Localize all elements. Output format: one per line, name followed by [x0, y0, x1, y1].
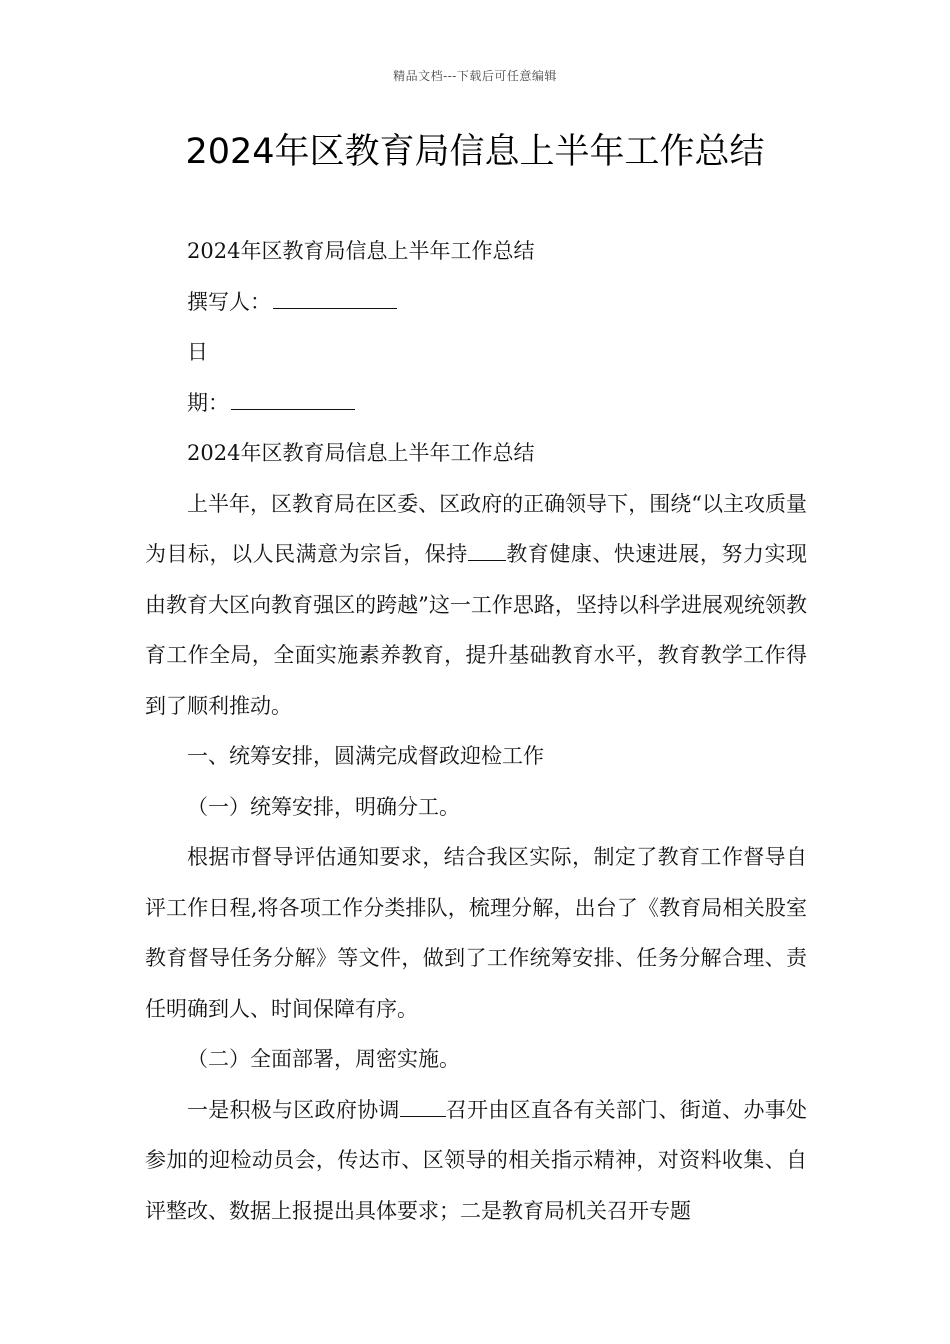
- paragraph-3: [145, 1085, 807, 1237]
- date-blank: [231, 390, 355, 410]
- date-label: 期：: [187, 390, 229, 415]
- blank-underline-2: [400, 1097, 446, 1117]
- paragraph-intro-part-2: 教育健康、快速进展，努力实现由教育大区向教育强区的跨越”这一工作思路，坚持以科学进展观统领教育工作全局，全面实施素养教育，提升基础教育水平，教育教学工作得到了顺利推动。: [145, 542, 808, 718]
- paragraph-intro-part-1: 上半年，区教育局在区委、区政府的正确领导下，围绕“以主攻质量为目标，以人民满意为宗旨，保持: [145, 491, 807, 566]
- subtitle: 2024年区教育局信息上半年工作总结: [187, 239, 535, 263]
- document-title: 2024年区教育局信息上半年工作总结: [185, 132, 765, 172]
- paragraph-3-part-1: 一是积极与区政府协调: [187, 1097, 400, 1122]
- repeat-title: 2024年区教育局信息上半年工作总结: [187, 441, 535, 465]
- paragraph-2: 根据市督导评估通知要求，结合我区实际，制定了教育工作督导自评工作日程,将各项工作分类排队，梳理分解，出台了《教育局相关股室教育督导任务分解》等文件，做到了工作统筹安排、任务分解合理、责任明确到人、时间保障有序。: [145, 845, 807, 1021]
- date-label-line-1: 日: [187, 340, 208, 364]
- section-heading-1: 一、统筹安排，圆满完成督政迎检工作: [187, 744, 544, 768]
- author-label: 撰写人：: [187, 289, 271, 314]
- paragraph-3-part-2: 召开由区直各有关部门、街道、办事处参加的迎检动员会，传达市、区领导的相关指示精神，对资料收集、自评整改、数据上报提出具体要求；二是教育局机关召开专题: [145, 1097, 807, 1223]
- header-note: 精品文档---下载后可任意编辑: [393, 69, 557, 83]
- document-body: [145, 226, 807, 1236]
- subsection-heading-2: （二）全面部署，周密实施。: [187, 1047, 460, 1071]
- blank-underline: [468, 541, 506, 561]
- subsection-heading-1: （一）统筹安排，明确分工。: [187, 794, 460, 819]
- paragraph-intro: [145, 479, 807, 732]
- author-blank: [273, 289, 397, 309]
- date-line: [145, 378, 807, 429]
- author-line: [145, 277, 807, 328]
